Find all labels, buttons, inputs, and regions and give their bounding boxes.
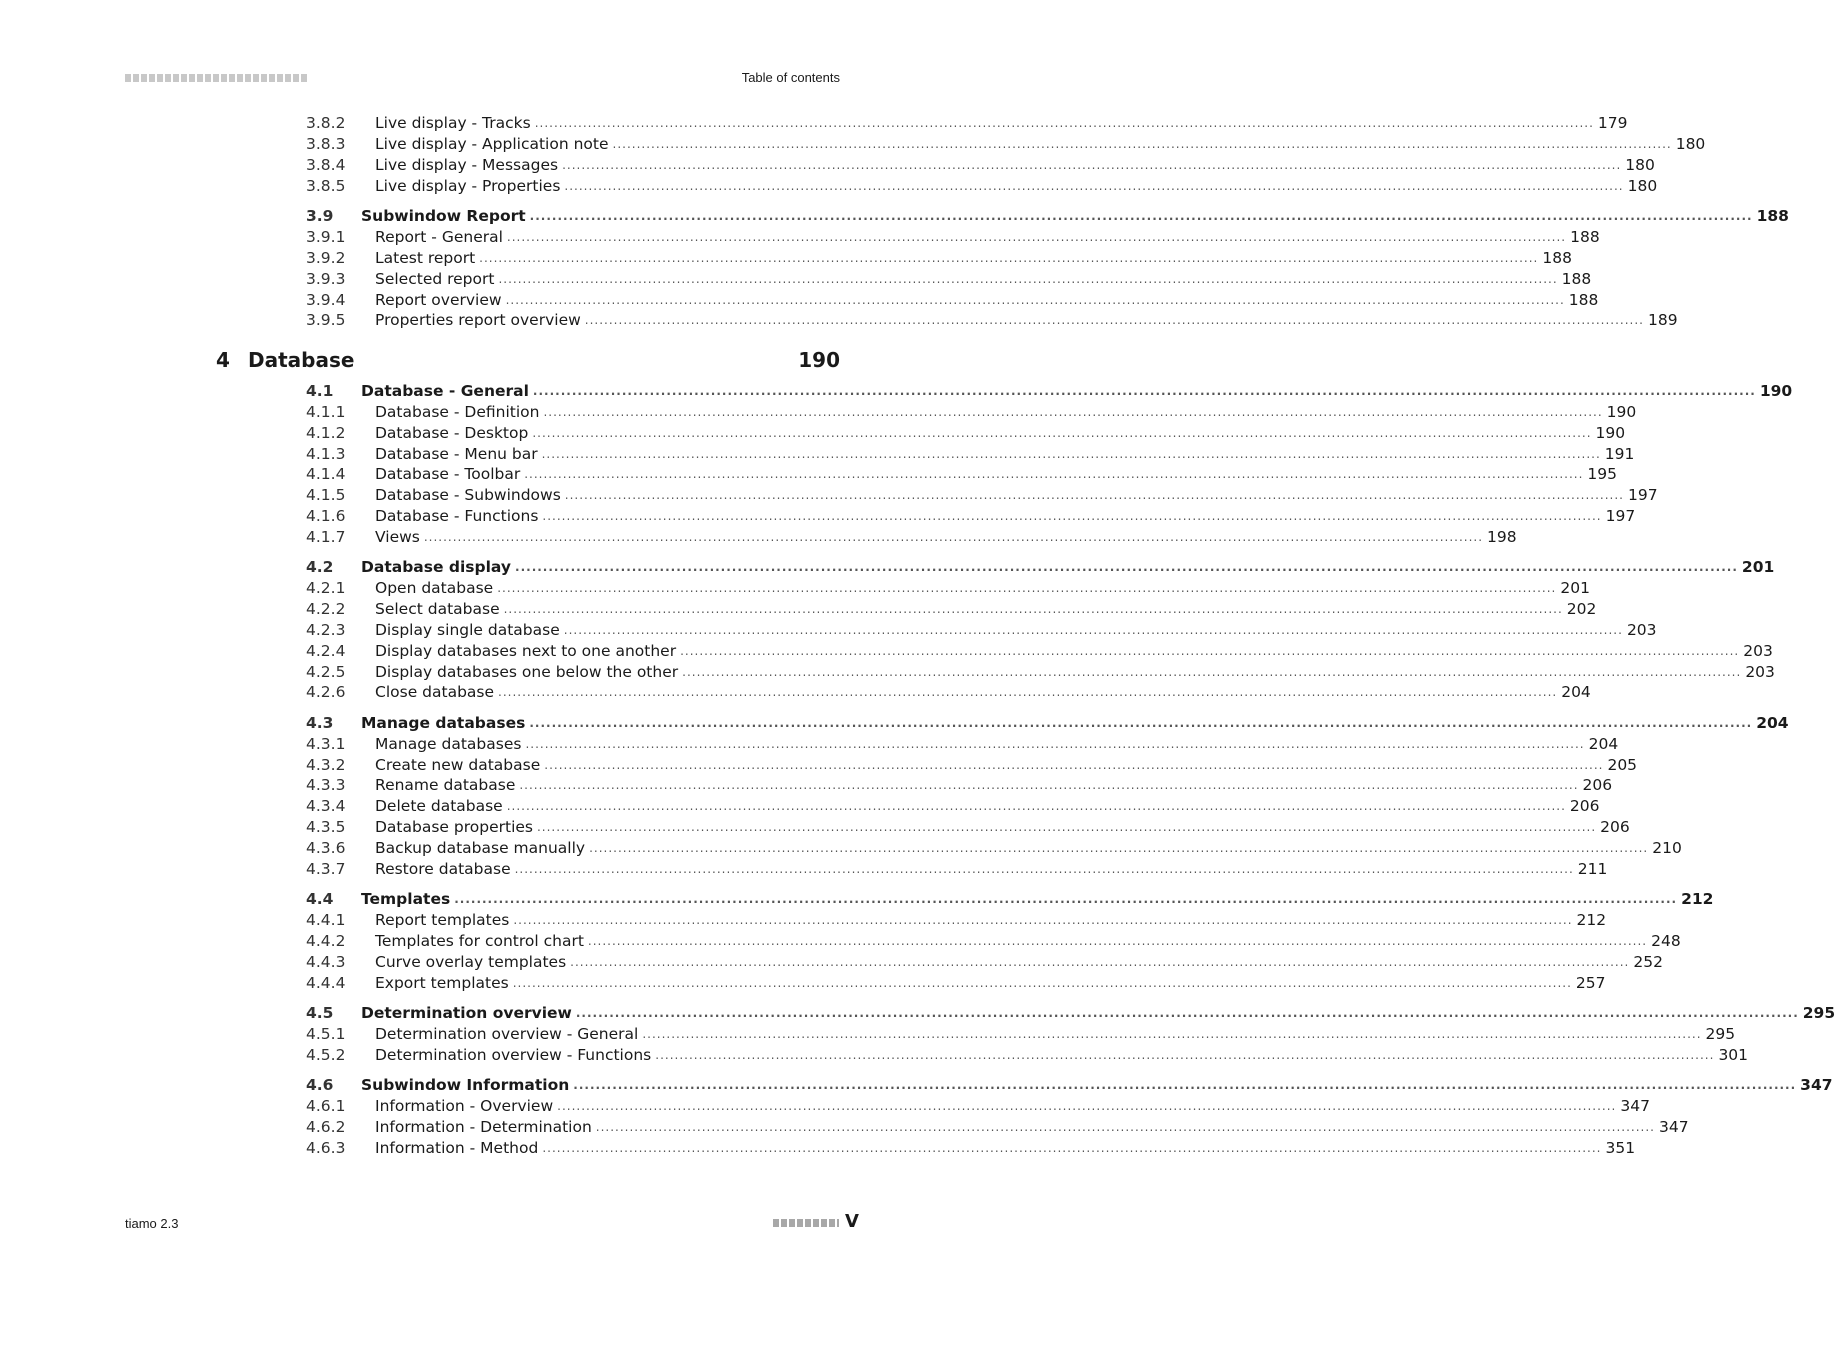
toc-entry-page: 203 — [1626, 621, 1657, 639]
toc-entry-line — [375, 838, 1682, 859]
toc-entry[interactable] — [306, 155, 1655, 176]
toc-entry-title: Live display - Messages — [375, 156, 559, 174]
toc-entry-page: 202 — [1566, 600, 1597, 618]
toc-section-entry[interactable] — [306, 889, 1714, 910]
dot-leader: ............................................................................................................................................................................................................................ — [498, 685, 1558, 699]
toc-entry-title: Properties report overview — [375, 311, 581, 329]
toc-entry-title: Database - Definition — [375, 403, 540, 421]
toc-entry[interactable] — [306, 973, 1606, 994]
dot-leader: ............................................................................................................................................................................................................................ — [532, 384, 1756, 398]
toc-entry[interactable] — [306, 1117, 1689, 1138]
dot-leader: ............................................................................................................................................................................................................................ — [557, 1099, 1617, 1113]
toc-entry[interactable] — [306, 1045, 1749, 1066]
dot-leader: ............................................................................................................................................................................................................................ — [541, 447, 1601, 461]
toc-entry-line — [375, 910, 1607, 931]
toc-entry[interactable] — [306, 1024, 1736, 1045]
toc-entry[interactable] — [306, 423, 1626, 444]
toc-entry-line — [375, 817, 1630, 838]
toc-entry-line — [375, 310, 1678, 331]
toc-entry[interactable] — [306, 248, 1572, 269]
dot-leader: ............................................................................................................................................................................................................................ — [655, 1048, 1715, 1062]
toc-entry-page: 190 — [1759, 382, 1793, 400]
dot-leader: ............................................................................................................................................................................................................................ — [542, 1141, 1602, 1155]
toc-entry-title: Database display — [361, 558, 512, 576]
toc-entry[interactable] — [306, 506, 1636, 527]
toc-entry-page: 206 — [1600, 818, 1630, 836]
toc-entry-line — [375, 1096, 1650, 1117]
toc-entry-line — [375, 1117, 1689, 1138]
toc-entry-number: 3.9 — [306, 207, 334, 225]
toc-entry-number: 4.6 — [306, 1076, 334, 1094]
toc-entry-number: 4.4.1 — [306, 911, 346, 929]
toc-entry-line — [375, 662, 1775, 683]
dot-leader: ............................................................................................................................................................................................................................ — [542, 509, 1602, 523]
toc-entry-page: 188 — [1542, 249, 1572, 267]
toc-entry-page: 190 — [1606, 403, 1637, 421]
toc-entry-page: 212 — [1576, 911, 1607, 929]
toc-entry-title: Display single database — [375, 621, 560, 639]
toc-entry-page: 189 — [1647, 311, 1678, 329]
dot-leader: ............................................................................................................................................................................................................................ — [575, 1006, 1799, 1020]
dot-leader: ............................................................................................................................................................................................................................ — [524, 467, 1584, 481]
toc-entry-number: 4.5.1 — [306, 1025, 346, 1043]
toc-entry-page: 190 — [1595, 424, 1626, 442]
toc-entry-number: 3.9.5 — [306, 311, 346, 329]
toc-entry[interactable] — [306, 775, 1613, 796]
toc-entry-number: 4.6.3 — [306, 1139, 346, 1157]
toc-entry-number: 4.2.6 — [306, 683, 346, 701]
chapter-page: 190 — [798, 348, 840, 372]
toc-section-entry[interactable] — [306, 1075, 1833, 1096]
toc-entry-title: Report overview — [375, 291, 502, 309]
toc-entry-line — [375, 269, 1592, 290]
toc-entry-title: Determination overview - Functions — [375, 1046, 652, 1064]
toc-entry[interactable] — [306, 662, 1775, 683]
toc-entry-line — [361, 381, 1793, 402]
toc-entry-number: 4.3.4 — [306, 797, 346, 815]
toc-entry-line — [375, 682, 1591, 703]
toc-entry-number: 4.1.6 — [306, 507, 346, 525]
toc-entry-number: 4.1.1 — [306, 403, 346, 421]
toc-entry-page: 201 — [1560, 579, 1590, 597]
toc-entry-number: 4.3.5 — [306, 818, 346, 836]
toc-entry-line — [375, 444, 1635, 465]
footer-decoration — [773, 1219, 839, 1227]
toc-entry-page: 188 — [1756, 207, 1789, 225]
toc-entry-title: Report templates — [375, 911, 510, 929]
toc-entry-title: Delete database — [375, 797, 503, 815]
toc-entry-number: 3.9.4 — [306, 291, 346, 309]
toc-entry-page: 206 — [1582, 776, 1613, 794]
toc-entry[interactable] — [306, 464, 1618, 485]
dot-leader: ............................................................................................................................................................................................................................ — [536, 820, 1597, 834]
toc-entry[interactable] — [306, 931, 1681, 952]
toc-entry-page: 180 — [1627, 177, 1658, 195]
toc-entry-title: Determination overview — [361, 1004, 572, 1022]
toc-entry[interactable] — [306, 1138, 1636, 1159]
toc-entry-title: Database - Desktop — [375, 424, 529, 442]
toc-section-entry[interactable] — [306, 557, 1775, 578]
toc-entry[interactable] — [306, 734, 1619, 755]
toc-entry-title: Live display - Tracks — [375, 114, 531, 132]
toc-entry-number: 4.6.1 — [306, 1097, 346, 1115]
chapter-number: 4 — [216, 348, 230, 372]
dot-leader: ............................................................................................................................................................................................................................ — [505, 293, 1565, 307]
toc-entry-line — [375, 485, 1658, 506]
running-header-title: Table of contents — [741, 70, 840, 85]
dot-leader: ............................................................................................................................................................................................................................ — [570, 955, 1630, 969]
toc-section-entry[interactable] — [306, 1003, 1835, 1024]
toc-entry-title: Database properties — [375, 818, 533, 836]
toc-entry-title: Backup database manually — [375, 839, 586, 857]
toc-entry-line — [361, 713, 1789, 734]
toc-entry-number: 4.6.2 — [306, 1118, 346, 1136]
toc-entry-number: 3.8.5 — [306, 177, 346, 195]
toc-entry[interactable] — [306, 796, 1600, 817]
toc-entry-number: 3.8.3 — [306, 135, 346, 153]
dot-leader: ............................................................................................................................................................................................................................ — [498, 272, 1558, 286]
toc-entry-number: 4.5 — [306, 1004, 334, 1022]
toc-entry-line — [375, 973, 1606, 994]
toc-entry-title: Database - Functions — [375, 507, 539, 525]
toc-entry[interactable] — [306, 527, 1517, 548]
toc-entry[interactable] — [306, 485, 1658, 506]
toc-entry-line — [375, 578, 1590, 599]
toc-entry-page: 195 — [1587, 465, 1618, 483]
toc-entry-page: 248 — [1651, 932, 1681, 950]
toc-entry[interactable] — [306, 838, 1682, 859]
toc-entry-number: 4.2.1 — [306, 579, 346, 597]
toc-entry-number: 3.9.1 — [306, 228, 346, 246]
toc-entry-title: Select database — [375, 600, 500, 618]
dot-leader: ............................................................................................................................................................................................................................ — [584, 313, 1644, 327]
toc-entry[interactable] — [306, 134, 1706, 155]
dot-leader: ............................................................................................................................................................................................................................ — [642, 1027, 1702, 1041]
toc-entry[interactable] — [306, 599, 1597, 620]
toc-entry-line — [375, 1045, 1749, 1066]
toc-entry-page: 295 — [1802, 1004, 1835, 1022]
toc-entry-line — [375, 734, 1619, 755]
toc-entry-number: 4.1.3 — [306, 445, 346, 463]
toc-entry-title: Manage databases — [361, 714, 526, 732]
toc-entry-title: Rename database — [375, 776, 516, 794]
toc-entry[interactable] — [306, 817, 1630, 838]
toc-entry-title: Subwindow Information — [361, 1076, 570, 1094]
toc-entry-number: 4.2.3 — [306, 621, 346, 639]
dot-leader: ............................................................................................................................................................................................................................ — [544, 758, 1604, 772]
dot-leader: ............................................................................................................................................................................................................................ — [423, 530, 1484, 544]
toc-entry-title: Templates — [361, 890, 451, 908]
toc-entry-title: Restore database — [375, 860, 511, 878]
toc-entry-page: 188 — [1561, 270, 1592, 288]
toc-entry[interactable] — [306, 113, 1628, 134]
toc-entry-title: Display databases next to one another — [375, 642, 677, 660]
dot-leader: ............................................................................................................................................................................................................................ — [682, 665, 1742, 679]
dot-leader: ............................................................................................................................................................................................................................ — [564, 179, 1624, 193]
toc-entry-title: Display databases one below the other — [375, 663, 679, 681]
toc-entry-number: 4.3.2 — [306, 756, 346, 774]
toc-entry-page: 347 — [1658, 1118, 1689, 1136]
dot-leader: ............................................................................................................................................................................................................................ — [562, 158, 1622, 172]
toc-entry-line — [375, 931, 1681, 952]
toc-entry-number: 4.3.6 — [306, 839, 346, 857]
toc-entry-page: 205 — [1607, 756, 1638, 774]
toc-entry[interactable] — [306, 176, 1658, 197]
toc-entry[interactable] — [306, 641, 1773, 662]
dot-leader: ............................................................................................................................................................................................................................ — [534, 116, 1594, 130]
toc-entry[interactable] — [306, 578, 1590, 599]
toc-entry-line — [375, 641, 1773, 662]
toc-entry-number: 3.9.3 — [306, 270, 346, 288]
toc-entry-title: Create new database — [375, 756, 541, 774]
dot-leader: ............................................................................................................................................................................................................................ — [506, 799, 1566, 813]
toc-entry-line — [375, 402, 1637, 423]
toc-entry-page: 257 — [1575, 974, 1606, 992]
toc-entry-title: Database - Toolbar — [375, 465, 521, 483]
dot-leader: ............................................................................................................................................................................................................................ — [515, 560, 1738, 574]
toc-entry-number: 4.4.2 — [306, 932, 346, 950]
toc-entry-line — [375, 755, 1638, 776]
dot-leader: ............................................................................................................................................................................................................................ — [529, 209, 1753, 223]
toc-entry-number: 4.1.7 — [306, 528, 346, 546]
toc-entry-page: 347 — [1800, 1076, 1833, 1094]
toc-entry-line — [375, 952, 1663, 973]
toc-entry-line — [375, 859, 1608, 880]
toc-entry-number: 4.4 — [306, 890, 334, 908]
toc-entry-line — [375, 227, 1600, 248]
toc-section-entry[interactable] — [306, 381, 1793, 402]
toc-entry-line — [375, 155, 1655, 176]
toc-entry-line — [375, 176, 1658, 197]
dot-leader: ............................................................................................................................................................................................................................ — [519, 778, 1579, 792]
toc-entry-number: 4.2.2 — [306, 600, 346, 618]
toc-entry-title: Templates for control chart — [375, 932, 584, 950]
toc-entry-line — [375, 1024, 1736, 1045]
toc-entry-page: 295 — [1705, 1025, 1736, 1043]
toc-entry-number: 4.2.5 — [306, 663, 346, 681]
toc-entry-title: Report - General — [375, 228, 503, 246]
dot-leader: ............................................................................................................................................................................................................................ — [513, 913, 1573, 927]
toc-entry-page: 188 — [1570, 228, 1600, 246]
toc-entry-page: 179 — [1597, 114, 1628, 132]
toc-entry[interactable] — [306, 402, 1637, 423]
chapter-title: Database — [248, 348, 355, 372]
toc-entry-page: 197 — [1605, 507, 1636, 525]
toc-entry-number: 4.1.5 — [306, 486, 346, 504]
toc-entry-page: 198 — [1487, 528, 1517, 546]
toc-entry-page: 351 — [1605, 1139, 1636, 1157]
toc-entry-page: 212 — [1681, 890, 1714, 908]
toc-entry-page: 204 — [1756, 714, 1789, 732]
toc-entry-number: 4.3.7 — [306, 860, 346, 878]
toc-entry-line — [361, 557, 1775, 578]
toc-entry-page: 206 — [1569, 797, 1600, 815]
toc-entry-number: 3.8.2 — [306, 114, 346, 132]
toc-entry-number: 4.4.4 — [306, 974, 346, 992]
toc-entry-title: Manage databases — [375, 735, 522, 753]
toc-entry-line — [375, 620, 1657, 641]
dot-leader: ............................................................................................................................................................................................................................ — [506, 230, 1567, 244]
dot-leader: ............................................................................................................................................................................................................................ — [479, 251, 1539, 265]
toc-entry-number: 4.2 — [306, 558, 334, 576]
toc-section-entry[interactable] — [306, 713, 1789, 734]
toc-entry-page: 191 — [1604, 445, 1635, 463]
header-decoration — [125, 74, 307, 82]
toc-entry-number: 4.3.1 — [306, 735, 346, 753]
toc-section-entry[interactable] — [306, 206, 1789, 227]
toc-entry-line — [375, 290, 1599, 311]
toc-entry-number: 4.4.3 — [306, 953, 346, 971]
toc-entry-page: 210 — [1652, 839, 1682, 857]
toc-entry-page: 203 — [1743, 642, 1773, 660]
toc-entry-page: 347 — [1620, 1097, 1650, 1115]
toc-entry-title: Open database — [375, 579, 494, 597]
toc-entry-page: 188 — [1568, 291, 1599, 309]
toc-entry-title: Export templates — [375, 974, 509, 992]
toc-entry-title: Database - Menu bar — [375, 445, 538, 463]
toc-entry-title: Close database — [375, 683, 495, 701]
toc-entry-line — [375, 796, 1600, 817]
toc-entry[interactable] — [306, 310, 1678, 331]
toc-entry-title: Database - Subwindows — [375, 486, 561, 504]
toc-entry-title: Views — [375, 528, 420, 546]
toc-entry-page: 252 — [1633, 953, 1663, 971]
dot-leader: ............................................................................................................................................................................................................................ — [532, 426, 1592, 440]
toc-entry-number: 3.8.4 — [306, 156, 346, 174]
toc-entry-title: Curve overlay templates — [375, 953, 567, 971]
toc-entry-number: 4.1 — [306, 382, 334, 400]
toc-entry[interactable] — [306, 269, 1592, 290]
toc-entry-number: 4.2.4 — [306, 642, 346, 660]
toc-entry-line — [375, 423, 1626, 444]
toc-entry-title: Information - Determination — [375, 1118, 592, 1136]
toc-entry-title: Selected report — [375, 270, 495, 288]
toc-entry-line — [361, 889, 1714, 910]
toc-entry-page: 180 — [1625, 156, 1655, 174]
toc-entry-number: 4.5.2 — [306, 1046, 346, 1064]
toc-entry-line — [361, 206, 1789, 227]
toc-entry-page: 197 — [1627, 486, 1658, 504]
toc-entry-page: 211 — [1577, 860, 1608, 878]
toc-entry[interactable] — [306, 620, 1657, 641]
toc-entry-line — [375, 775, 1613, 796]
toc-entry-title: Database - General — [361, 382, 529, 400]
toc-entry[interactable] — [306, 755, 1638, 776]
toc-entry-number: 4.3.3 — [306, 776, 346, 794]
toc-entry-title: Information - Overview — [375, 1097, 554, 1115]
dot-leader: ............................................................................................................................................................................................................................ — [512, 976, 1572, 990]
toc-entry-number: 4.1.4 — [306, 465, 346, 483]
toc-entry-title: Determination overview - General — [375, 1025, 639, 1043]
dot-leader: ............................................................................................................................................................................................................................ — [514, 862, 1574, 876]
dot-leader: ............................................................................................................................................................................................................................ — [529, 716, 1753, 730]
toc-entry-page: 204 — [1588, 735, 1619, 753]
page-header — [0, 0, 954, 100]
toc-entry-title: Live display - Application note — [375, 135, 609, 153]
toc-entry-line — [375, 506, 1636, 527]
toc-entry-number: 3.9.2 — [306, 249, 346, 267]
toc-entry[interactable] — [306, 910, 1607, 931]
toc-entry-line — [375, 113, 1628, 134]
dot-leader: ............................................................................................................................................................................................................................ — [503, 602, 1563, 616]
toc-entry-title: Live display - Properties — [375, 177, 561, 195]
toc-entry-line — [375, 464, 1618, 485]
toc-entry-number: 4.1.2 — [306, 424, 346, 442]
toc-entry-page: 204 — [1561, 683, 1591, 701]
dot-leader: ............................................................................................................................................................................................................................ — [454, 892, 1678, 906]
toc-entry-page: 180 — [1675, 135, 1706, 153]
toc-entry[interactable] — [306, 227, 1600, 248]
toc-entry-number: 4.3 — [306, 714, 334, 732]
toc-entry[interactable] — [306, 682, 1591, 703]
dot-leader: ............................................................................................................................................................................................................................ — [573, 1078, 1797, 1092]
toc-entry-line — [375, 134, 1706, 155]
dot-leader: ............................................................................................................................................................................................................................ — [589, 841, 1649, 855]
toc-entry-title: Latest report — [375, 249, 476, 267]
toc-entry[interactable] — [306, 859, 1608, 880]
dot-leader: ............................................................................................................................................................................................................................ — [563, 623, 1623, 637]
toc-entry-page: 203 — [1745, 663, 1775, 681]
toc-entry-line — [375, 527, 1517, 548]
toc-entry[interactable] — [306, 444, 1635, 465]
toc-entry-title: Subwindow Report — [361, 207, 526, 225]
dot-leader: ............................................................................................................................................................................................................................ — [680, 644, 1740, 658]
toc-entry-page: 201 — [1741, 558, 1775, 576]
toc-entry-line — [375, 1138, 1636, 1159]
toc-entry-line — [361, 1075, 1833, 1096]
toc-entry-page: 301 — [1718, 1046, 1749, 1064]
dot-leader: ............................................................................................................................................................................................................................ — [525, 737, 1585, 751]
dot-leader: ............................................................................................................................................................................................................................ — [587, 934, 1648, 948]
toc-entry-line — [375, 599, 1597, 620]
toc-entry[interactable] — [306, 952, 1663, 973]
toc-entry[interactable] — [306, 1096, 1650, 1117]
chapter-heading[interactable] — [216, 348, 840, 376]
toc-entry-line — [375, 248, 1572, 269]
dot-leader: ............................................................................................................................................................................................................................ — [564, 488, 1624, 502]
dot-leader: ............................................................................................................................................................................................................................ — [595, 1120, 1655, 1134]
toc-entry[interactable] — [306, 290, 1599, 311]
footer-page-number: V — [845, 1211, 859, 1232]
footer-product: tiamo 2.3 — [125, 1216, 179, 1231]
toc-entry-line — [361, 1003, 1835, 1024]
dot-leader: ............................................................................................................................................................................................................................ — [497, 581, 1557, 595]
dot-leader: ............................................................................................................................................................................................................................ — [543, 405, 1603, 419]
toc-entry-title: Information - Method — [375, 1139, 539, 1157]
dot-leader: ............................................................................................................................................................................................................................ — [612, 137, 1672, 151]
